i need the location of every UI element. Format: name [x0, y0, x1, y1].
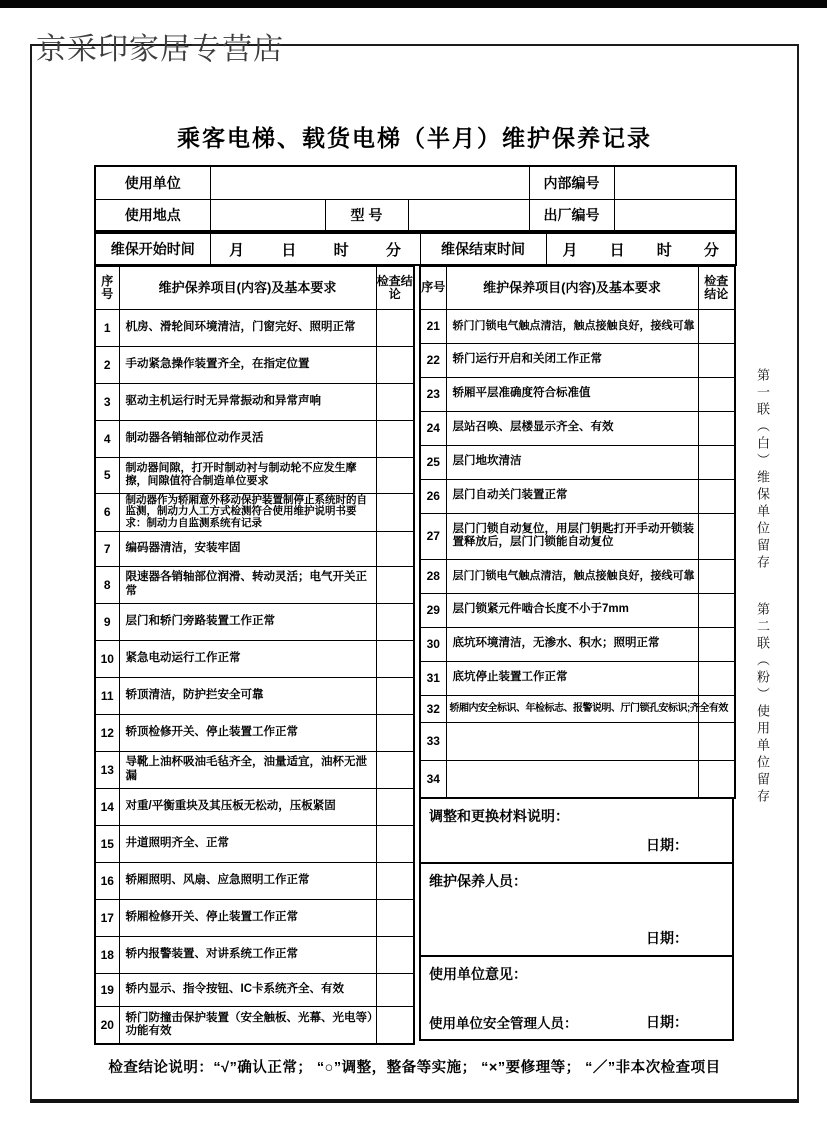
col-header-result: 检查结论: [376, 266, 414, 309]
item-text-cell: 轿门防撞击保护装置（安全触板、光幕、光电等）功能有效: [119, 1006, 376, 1044]
adjust-materials-label: 调整和更换材料说明：: [429, 808, 569, 824]
result-cell: [376, 788, 414, 825]
table-row: [95, 677, 414, 714]
item-text-cell: 制动器间隙，打开时制动衬与制动轮不应发生摩擦，间隙值符合制造单位要求: [119, 457, 376, 493]
item-no-cell: 20: [95, 1006, 119, 1044]
item-no-cell: 10: [95, 640, 119, 677]
result-cell: [698, 479, 735, 513]
use-unit-label: 使用单位: [95, 166, 210, 199]
item-text-cell: 轿厢检修开关、停止装置工作正常: [119, 899, 376, 936]
item-text-cell: 轿内报警装置、对讲系统工作正常: [119, 936, 376, 973]
table-row: [420, 309, 735, 343]
item-no-cell: 27: [420, 513, 446, 559]
end-time-units: [546, 233, 736, 265]
item-no-cell: 6: [95, 493, 119, 531]
item-text-cell: 层门自动关门装置正常: [446, 479, 698, 513]
result-cell: [376, 640, 414, 677]
model-label: 型 号: [325, 199, 408, 231]
bottom-sections: [419, 797, 734, 1041]
table-row: [95, 1006, 414, 1044]
item-no-cell: 4: [95, 420, 119, 457]
result-cell: [376, 420, 414, 457]
item-no-cell: 3: [95, 383, 119, 420]
adjust-materials-section: [419, 797, 734, 864]
copy-note-first: 第一联（白）维保单位留存: [755, 368, 770, 572]
table-row: [95, 714, 414, 751]
table-row: [95, 899, 414, 936]
result-cell: [376, 493, 414, 531]
result-cell: [698, 513, 735, 559]
item-no-cell: 25: [420, 445, 446, 479]
item-text-cell: 层门地坎清洁: [446, 445, 698, 479]
copy-note-second: 第二联（粉）使用单位留存: [755, 602, 770, 806]
items-table-right: [419, 265, 736, 799]
result-cell: [376, 862, 414, 899]
result-cell: [698, 760, 735, 798]
table-row: [95, 457, 414, 493]
item-no-cell: 9: [95, 603, 119, 640]
item-no-cell: 7: [95, 531, 119, 566]
item-text-cell: 手动紧急操作装置齐全，在指定位置: [119, 346, 376, 383]
item-no-cell: 14: [95, 788, 119, 825]
table-row: [95, 531, 414, 566]
table-row: [420, 695, 735, 722]
unit-minute: 分: [385, 241, 401, 259]
item-text-cell: 底坑停止装置工作正常: [446, 661, 698, 695]
item-text-cell: 轿顶清洁，防护拦安全可靠: [119, 677, 376, 714]
item-text-cell: 机房、滑轮间环境清洁，门窗完好、照明正常: [119, 309, 376, 346]
table-row: [95, 825, 414, 862]
internal-no-label: 内部编号: [529, 166, 614, 199]
table-header-row: [420, 266, 735, 309]
item-text-cell: 轿顶检修开关、停止装置工作正常: [119, 714, 376, 751]
result-cell: [376, 973, 414, 1006]
top-black-bar: [0, 0, 827, 8]
end-time-label: 维保结束时间: [420, 233, 546, 265]
col-header-result: 检查结论: [698, 266, 735, 309]
items-table-left: [94, 265, 415, 1045]
result-cell: [698, 627, 735, 661]
item-text-cell: 轿厢照明、风扇、应急照明工作正常: [119, 862, 376, 899]
table-row: [95, 493, 414, 531]
table-row: [95, 973, 414, 1006]
result-cell: [376, 383, 414, 420]
opinion-date-label: 日期：: [646, 1014, 688, 1030]
result-cell: [698, 722, 735, 760]
opinion-section: [419, 955, 734, 1041]
unit-month: 月: [229, 241, 245, 259]
result-cell: [376, 566, 414, 603]
item-text-cell: [446, 760, 698, 798]
result-cell: [376, 309, 414, 346]
item-no-cell: 15: [95, 825, 119, 862]
item-text-cell: 对重/平衡重块及其压板无松动，压板紧固: [119, 788, 376, 825]
table-row: [95, 603, 414, 640]
item-no-cell: 22: [420, 343, 446, 377]
table-row: [95, 420, 414, 457]
time-table: [94, 232, 737, 266]
unit-day: 日: [609, 241, 625, 259]
result-cell: [376, 899, 414, 936]
item-text-cell: 驱动主机运行时无异常振动和异常声响: [119, 383, 376, 420]
result-cell: [376, 1006, 414, 1044]
table-row: [420, 661, 735, 695]
result-cell: [698, 343, 735, 377]
item-text-cell: 轿内显示、指令按钮、IC卡系统齐全、有效: [119, 973, 376, 1006]
item-no-cell: 19: [95, 973, 119, 1006]
item-text-cell: 编码器清洁，安装牢固: [119, 531, 376, 566]
item-text-cell: 轿厢平层准确度符合标准值: [446, 377, 698, 411]
table-row: [420, 593, 735, 627]
result-cell: [376, 457, 414, 493]
item-text-cell: 限速器各销轴部位润滑、转动灵活；电气开关正常: [119, 566, 376, 603]
item-text-cell: 底坑环境清洁，无渗水、积水；照明正常: [446, 627, 698, 661]
item-text-cell: 制动器各销轴部位动作灵活: [119, 420, 376, 457]
table-row: [95, 566, 414, 603]
maintainer-label: 维护保养人员：: [429, 873, 527, 889]
col-header-item: 维护保养项目(内容)及基本要求: [446, 266, 698, 309]
item-text-cell: 轿门运行开启和关闭工作正常: [446, 343, 698, 377]
item-text-cell: 制动器作为轿厢意外移动保护装置制停止系统时的自监测，制动力人工方式检测符合使用维护说明书要求：制动力自监测系统有记录: [119, 493, 376, 531]
result-cell: [698, 445, 735, 479]
maintainer-date-label: 日期：: [646, 930, 688, 946]
start-time-label: 维保开始时间: [95, 233, 210, 265]
result-cell: [376, 603, 414, 640]
item-no-cell: 30: [420, 627, 446, 661]
table-row: [95, 233, 736, 265]
item-text-cell: 层站召唤、层楼显示齐全、有效: [446, 411, 698, 445]
table-row: [420, 513, 735, 559]
unit-hour: 时: [333, 241, 349, 259]
table-row: [95, 346, 414, 383]
result-cell: [376, 825, 414, 862]
item-no-cell: 5: [95, 457, 119, 493]
factory-no-value: [614, 199, 736, 231]
table-row: [420, 445, 735, 479]
item-no-cell: 8: [95, 566, 119, 603]
result-cell: [376, 936, 414, 973]
item-no-cell: 28: [420, 559, 446, 593]
table-row: [420, 377, 735, 411]
item-no-cell: 29: [420, 593, 446, 627]
table-row: [420, 559, 735, 593]
use-place-value: [210, 199, 325, 231]
opinion-label: 使用单位意见：: [429, 966, 527, 982]
item-text-cell: 井道照明齐全、正常: [119, 825, 376, 862]
maintainer-section: [419, 862, 734, 957]
item-no-cell: 12: [95, 714, 119, 751]
model-value: [408, 199, 529, 231]
table-row: [420, 411, 735, 445]
item-text-cell: 层门锁紧元件啮合长度不小于7mm: [446, 593, 698, 627]
table-row: [95, 751, 414, 788]
result-cell: [376, 677, 414, 714]
col-header-item: 维护保养项目(内容)及基本要求: [119, 266, 376, 309]
table-row: [95, 862, 414, 899]
table-row: [95, 640, 414, 677]
result-cell: [376, 714, 414, 751]
start-time-units: [210, 233, 420, 265]
unit-month: 月: [562, 241, 578, 259]
item-no-cell: 31: [420, 661, 446, 695]
table-row: [420, 760, 735, 798]
col-header-no: 序号: [420, 266, 446, 309]
item-no-cell: 2: [95, 346, 119, 383]
result-cell: [698, 661, 735, 695]
table-row: [95, 936, 414, 973]
item-text-cell: 层门和轿门旁路装置工作正常: [119, 603, 376, 640]
result-cell: [698, 559, 735, 593]
item-no-cell: 33: [420, 722, 446, 760]
table-row: [95, 199, 736, 231]
item-no-cell: 17: [95, 899, 119, 936]
internal-no-value: [614, 166, 736, 199]
item-no-cell: 21: [420, 309, 446, 343]
item-no-cell: 23: [420, 377, 446, 411]
table-row: [95, 788, 414, 825]
item-text-cell: 层门门锁自动复位，用层门钥匙打开手动开锁装置释放后，层门门锁能自动复位: [446, 513, 698, 559]
table-header-row: [95, 266, 414, 309]
unit-minute: 分: [703, 241, 719, 259]
result-legend: 检查结论说明：“√”确认正常； “○”调整，整备等实施； “×”要修理等； “／”非本次检查项目: [108, 1060, 721, 1076]
page-title: 乘客电梯、载货电梯（半月）维护保养记录: [177, 125, 652, 151]
table-row: [420, 479, 735, 513]
item-text-cell: 轿门门锁电气触点清洁，触点接触良好，接线可靠: [446, 309, 698, 343]
item-text-cell: 轿厢内安全标识、年检标志、报警说明、厅门锁孔安标识;齐全有效: [446, 695, 698, 722]
shop-watermark: 京采印家居专营店: [36, 33, 284, 66]
table-row: [420, 627, 735, 661]
use-place-label: 使用地点: [95, 199, 210, 231]
item-no-cell: 1: [95, 309, 119, 346]
result-cell: [376, 346, 414, 383]
item-text-cell: 紧急电动运行工作正常: [119, 640, 376, 677]
table-row: [420, 722, 735, 760]
item-no-cell: 16: [95, 862, 119, 899]
item-text-cell: 层门门锁电气触点清洁，触点接触良好，接线可靠: [446, 559, 698, 593]
form-page: [30, 44, 799, 1103]
use-unit-value: [210, 166, 529, 199]
unit-hour: 时: [656, 241, 672, 259]
item-no-cell: 13: [95, 751, 119, 788]
item-text-cell: 导靴上油杯吸油毛毡齐全，油量适宜，油杯无泄漏: [119, 751, 376, 788]
result-cell: [376, 531, 414, 566]
result-cell: [698, 377, 735, 411]
item-no-cell: 34: [420, 760, 446, 798]
col-header-no: 序号: [95, 266, 119, 309]
item-no-cell: 26: [420, 479, 446, 513]
item-no-cell: 24: [420, 411, 446, 445]
factory-no-label: 出厂编号: [529, 199, 614, 231]
table-row: [95, 166, 736, 199]
item-no-cell: 32: [420, 695, 446, 722]
table-row: [95, 309, 414, 346]
table-row: [420, 343, 735, 377]
item-no-cell: 11: [95, 677, 119, 714]
table-row: [95, 383, 414, 420]
adjust-date-label: 日期：: [646, 837, 688, 853]
result-cell: [698, 411, 735, 445]
result-cell: [698, 309, 735, 343]
info-table: [94, 165, 737, 232]
item-text-cell: [446, 722, 698, 760]
item-no-cell: 18: [95, 936, 119, 973]
unit-day: 日: [281, 241, 297, 259]
result-cell: [376, 751, 414, 788]
result-cell: [698, 593, 735, 627]
safety-manager-label: 使用单位安全管理人员：: [429, 1016, 578, 1031]
